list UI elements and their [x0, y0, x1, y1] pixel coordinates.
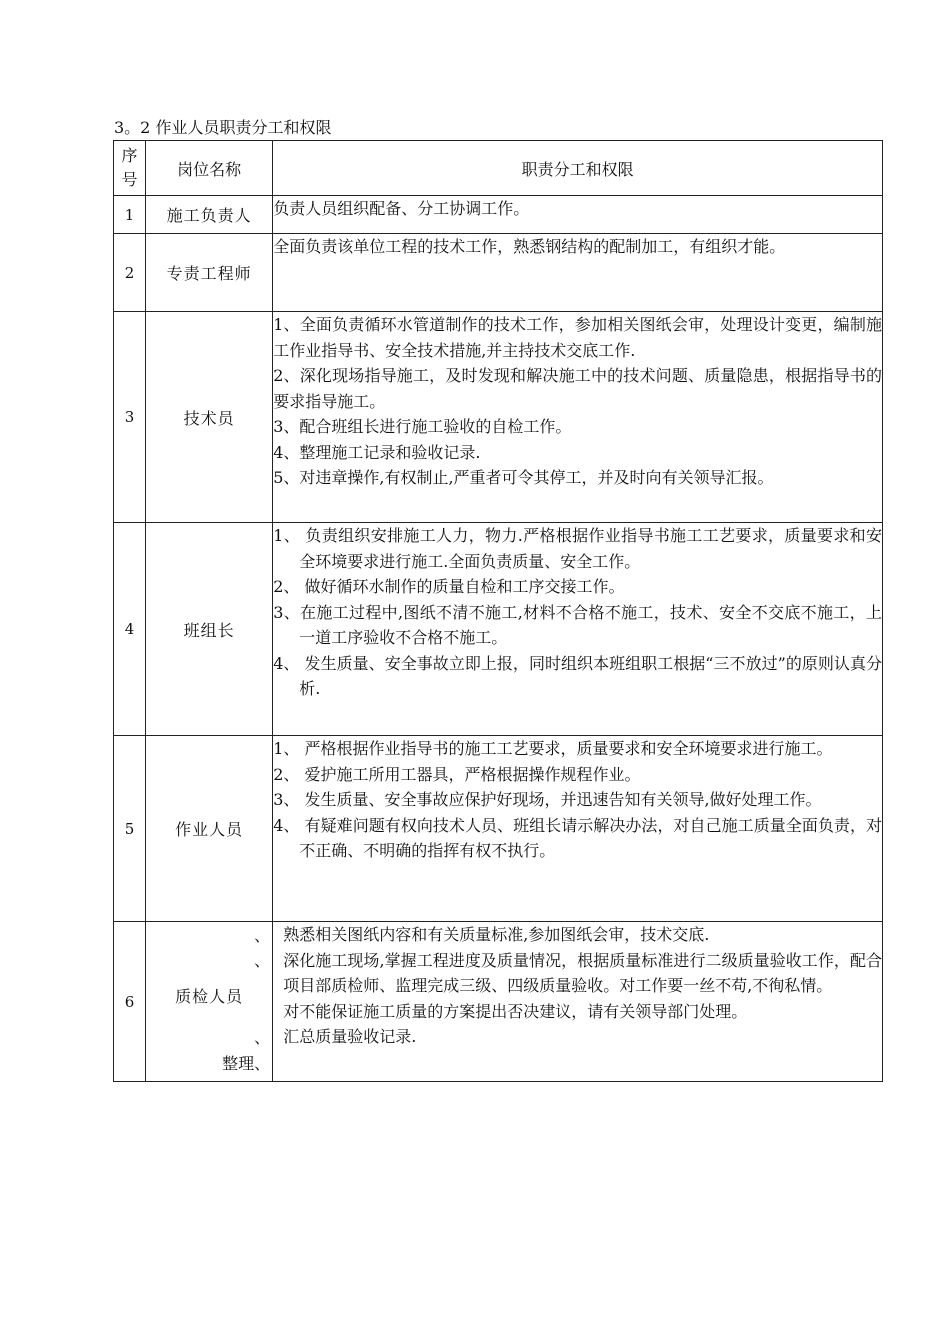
- duty-line: 3、配合班组长进行施工验收的自检工作。: [273, 417, 572, 436]
- row-number: 2: [114, 234, 146, 312]
- row-number: 4: [114, 523, 146, 736]
- duty-line: 对不能保证施工质量的方案提出否决建议，请有关领导部门处理。: [283, 1001, 748, 1021]
- table-row: [114, 196, 883, 234]
- table-row: [114, 312, 883, 523]
- duty-line: 深化施工现场,掌握工程进度及质量情况，根据质量标准进行二级质量验收工作，配合项目部质检师、监理完成三级、四级质量验收。对工作要一丝不苟,不徇私情。: [283, 950, 882, 995]
- table-header-row: [114, 141, 883, 196]
- duty-line: 3、在施工过程中,图纸不清不施工,材料不合格不施工，技术、安全不交底不施工，上一道工序验收不合格不施工。: [273, 602, 882, 647]
- duty-line: 3、 发生质量、安全事故应保护好现场，并迅速告知有关领导,做好处理工作。: [273, 790, 822, 809]
- duty-line: 4、整理施工记录和验收记录.: [273, 442, 481, 462]
- table-row: [114, 736, 883, 922]
- duty-line: 1、 负责组织安排施工人力，物力.严格根据作业指导书施工工艺要求，质量要求和安全环境要求进行施工.全面负责质量、安全工作。: [273, 526, 882, 571]
- table-row: [114, 922, 883, 1082]
- duty-line: 熟悉相关图纸内容和有关质量标准,参加图纸会审，技术交底.: [283, 925, 710, 944]
- duty-line: 负责人员组织配备、分工协调工作。: [273, 199, 530, 218]
- list-marker: 、: [254, 926, 271, 945]
- row-number: 6: [114, 922, 146, 1082]
- list-marker: 整理、: [222, 1054, 271, 1073]
- duty-line: 2、深化现场指导施工，及时发现和解决施工中的技术问题、质量隐患，根据指导书的要求指导施工。: [273, 366, 882, 411]
- section-heading: 3。2 作业人员职责分工和权限: [114, 118, 332, 137]
- post-name: 专责工程师: [146, 234, 273, 312]
- post-name-cell: [146, 922, 273, 1082]
- duty-line: 2、 爱护施工所用工器具，严格根据操作规程作业。: [273, 764, 641, 784]
- duty-text: [273, 196, 883, 234]
- row-number: 1: [114, 196, 146, 234]
- table-row: [114, 523, 883, 736]
- duty-line: 1、全面负责循环水管道制作的技术工作，参加相关图纸会审，处理设计变更，编制施工作业指导书、安全技术措施,并主持技术交底工作.: [273, 315, 882, 360]
- post-name: 施工负责人: [146, 196, 273, 234]
- header-no: [114, 141, 146, 196]
- duty-text: [273, 234, 883, 312]
- header-duty: 职责分工和权限: [273, 141, 883, 196]
- header-post: 岗位名称: [146, 141, 273, 196]
- row-number: 5: [114, 736, 146, 922]
- post-name: 作业人员: [146, 736, 273, 922]
- duty-text: [273, 736, 883, 922]
- duty-table: [113, 140, 883, 1082]
- list-markers: [210, 922, 270, 1081]
- duty-line: 全面负责该单位工程的技术工作，熟悉钢结构的配制加工，有组织才能。: [273, 237, 786, 256]
- duty-line: 4、 发生质量、安全事故立即上报，同时组织本班组职工根据“三不放过”的原则认真分析.: [273, 653, 882, 698]
- duty-text: [273, 312, 883, 523]
- duty-line: 5、对违章操作,有权制止,严重者可令其停工，并及时向有关领导汇报。: [273, 468, 774, 487]
- duty-line: 1、 严格根据作业指导书的施工工艺要求，质量要求和安全环境要求进行施工。: [273, 739, 833, 758]
- post-name: 技术员: [146, 312, 273, 523]
- duty-line: 2、 做好循环水制作的质量自检和工序交接工作。: [273, 577, 625, 596]
- header-no-line1: 序: [121, 146, 138, 165]
- table-row: [114, 234, 883, 312]
- list-marker: 、: [254, 1028, 271, 1047]
- post-name: 班组长: [146, 523, 273, 736]
- row-number: 3: [114, 312, 146, 523]
- header-no-line2: 号: [121, 170, 138, 189]
- duty-line: 汇总质量验收记录.: [283, 1027, 417, 1046]
- duty-text: [273, 523, 883, 736]
- post-name: 质检人员: [175, 987, 244, 1006]
- duty-text: [273, 922, 883, 1082]
- list-marker: 、: [254, 951, 271, 970]
- duty-line: 4、 有疑难问题有权向技术人员、班组长请示解决办法，对自己施工质量全面负责，对不正确、不明确的指挥有权不执行。: [273, 815, 882, 860]
